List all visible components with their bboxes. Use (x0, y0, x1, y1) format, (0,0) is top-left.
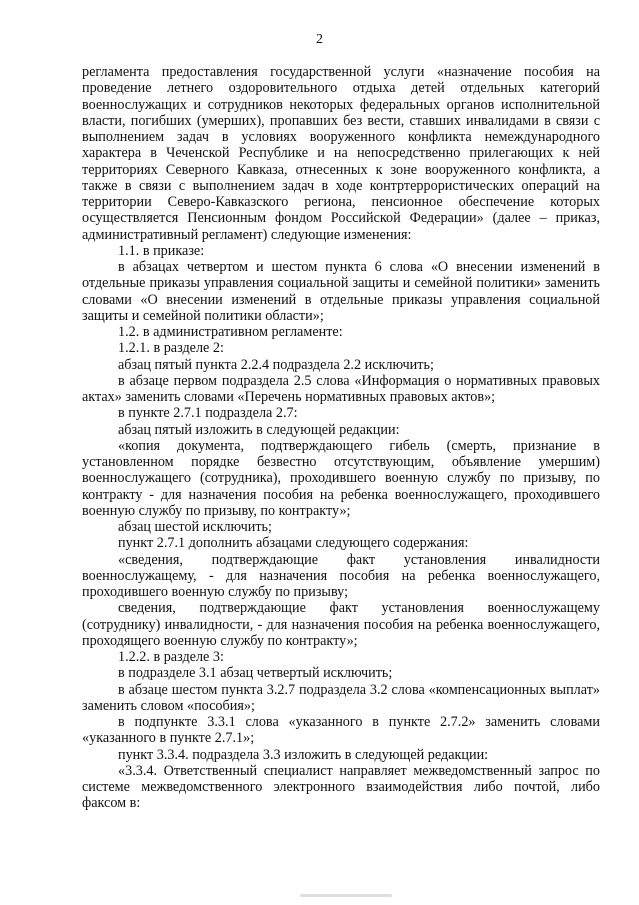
paragraph: 1.2. в административном регламенте: (118, 324, 343, 340)
paragraph: пункт 3.3.4. подраздела 3.3 изложить в следующей редакции: (118, 746, 489, 763)
document-body (82, 64, 600, 812)
paragraph: в абзаце шестом пункта 3.2.7 подраздела 3.2 слова «компенсационных выплат» заменить словом «пособия»; (82, 681, 600, 714)
paragraph: в пункте 2.7.1 подраздела 2.7: (118, 405, 298, 422)
paragraph: «копия документа, подтверждающего гибель (смерть, признание в установленном порядке безвестно отсутствующим, объявление умершим) военнослужащего (сотрудника), проходившего военную службу по призыву, по контракту - для назначения пособия на ребенка военнослужащего, проходившего военную службу по призыву, по контракту»; (82, 437, 600, 519)
paragraph: «сведения, подтверждающие факт установления инвалидности военнослужащему, - для назначения пособия на ребенка военнослужащего, проходившего военную службу по призыву; (82, 551, 600, 600)
paragraph: 1.1. в приказе: (118, 242, 205, 259)
paragraph: сведения, подтверждающие факт установления военнослужащему (сотруднику) инвалидности, - для назначения пособия на ребенка военнослужащего, проходящего военную службу по контракту»; (82, 600, 600, 649)
paragraph: в абзацах четвертом и шестом пункта 6 слова «О внесении изменений в отдельные приказы управления социальной защиты и семейной политики» заменить словами «О внесении изменений в отдельные приказы управления социальной защиты и семейной политики области»; (82, 259, 600, 324)
paragraph: в подразделе 3.1 абзац четвертый исключить; (118, 665, 393, 682)
page-number: 2 (316, 32, 323, 47)
paragraph: 1.2.2. в разделе 3: (118, 649, 224, 665)
paragraph: 1.2.1. в разделе 2: (118, 340, 224, 357)
scan-artifact (300, 894, 392, 897)
paragraph: абзац шестой исключить; (118, 519, 272, 535)
paragraph: в абзаце первом подраздела 2.5 слова «Информация о нормативных правовых актах» заменить словами «Перечень нормативных правовых актов»; (82, 372, 600, 405)
paragraph: регламента предоставления государственной услуги «назначение пособия на проведение летнего оздоровительного отдыха детей отдельных категорий военнослужащих и сотрудников некоторых федеральных органов исполнительной власти, погибших (умерших), пропавших без вести, ставших инвалидами в связи с выполнением задач в условиях вооруженного конфликта немеждународного характера в Чеченской Республике и на непосредственно прилегающих к ней территориях Северного Кавказа, отнесенных к зоне вооруженного конфликта, а также в связи с выполнением задач в ходе контртеррористических операций на территории Северо-Кавказского региона, пенсионное обеспечение которых осуществляется Пенсионным фондом Российской Федерации» (далее – приказ, административный регламент) следующие изменения: (82, 64, 600, 243)
paragraph: «3.3.4. Ответственный специалист направляет межведомственный запрос по системе межведомственного электронного взаимодействия либо почтой, либо факсом в: (82, 762, 600, 812)
paragraph: абзац пятый изложить в следующей редакции: (118, 421, 400, 438)
paragraph: в подпункте 3.3.1 слова «указанного в пункте 2.7.2» заменить словами «указанного в пункте 2.7.1»; (82, 714, 600, 747)
paragraph: пункт 2.7.1 дополнить абзацами следующего содержания: (118, 535, 469, 552)
paragraph: абзац пятый пункта 2.2.4 подраздела 2.2 исключить; (118, 356, 434, 373)
